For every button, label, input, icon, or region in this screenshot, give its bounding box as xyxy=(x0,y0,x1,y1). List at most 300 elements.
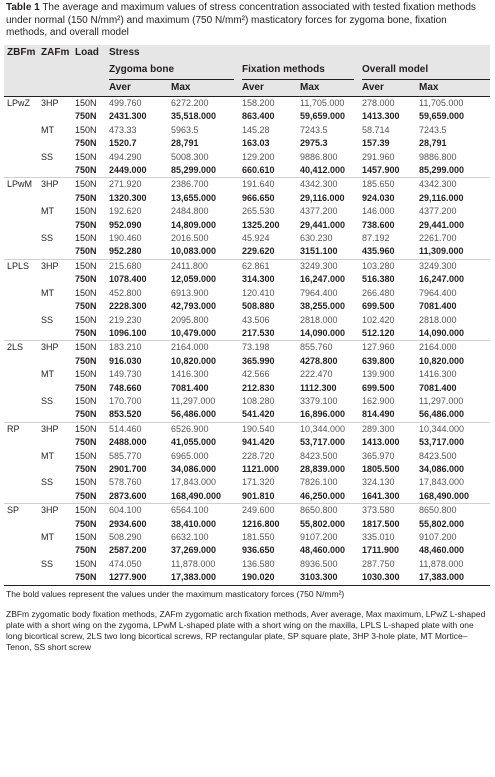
cell-zygoma-max: 12,059.000 xyxy=(171,274,217,285)
cell-load: 750N xyxy=(75,219,97,230)
cell-fixation-aver: 191.640 xyxy=(242,178,300,192)
table-row xyxy=(4,450,490,463)
cell-zafm: SS xyxy=(41,558,54,569)
cell-zbfm xyxy=(4,110,41,123)
cell-fixation-aver: 228.720 xyxy=(242,450,275,461)
cell-overall-max: 14,090.000 xyxy=(419,327,465,338)
cell-zygoma-aver: 2431.300 xyxy=(109,111,147,122)
stress-table xyxy=(4,45,490,586)
table-row xyxy=(4,164,490,178)
cell-overall-aver: 516.380 xyxy=(362,274,395,285)
cell-load: 150N xyxy=(75,532,97,542)
cell-fixation-max: 59,659.000 xyxy=(300,111,346,122)
cell-fixation-max: 3249.300 xyxy=(300,259,362,273)
cell-overall-aver: 699.500 xyxy=(362,301,395,312)
cell-overall-aver: 365.970 xyxy=(362,450,395,461)
cell-fixation-aver: 365.990 xyxy=(242,355,275,366)
cell-zygoma-aver: 494.290 xyxy=(109,151,142,162)
cell-overall-aver: 814.490 xyxy=(362,409,395,420)
cell-fixation-aver: 1216.800 xyxy=(242,518,280,529)
table-row xyxy=(4,97,490,111)
cell-overall-max: 4342.300 xyxy=(419,178,490,192)
cell-zbfm xyxy=(4,518,41,531)
cell-overall-aver: 324.130 xyxy=(362,477,395,488)
cell-overall-max: 29,116.000 xyxy=(419,192,464,203)
cell-zafm: SS xyxy=(41,395,54,406)
cell-zygoma-aver: 183.210 xyxy=(109,341,171,355)
table-row xyxy=(4,422,490,436)
cell-overall-aver: 102.420 xyxy=(362,314,395,325)
cell-zygoma-max: 168,490.000 xyxy=(171,490,222,501)
cell-zbfm: LPwZ xyxy=(7,98,31,108)
cell-zygoma-max: 2386.700 xyxy=(171,178,242,192)
cell-zafm: MT xyxy=(41,450,54,461)
cell-fixation-aver: 212.830 xyxy=(242,382,275,393)
cell-load: 150N xyxy=(75,151,97,162)
header-fixation-aver: Aver xyxy=(242,80,300,97)
cell-zafm xyxy=(41,219,75,232)
cell-overall-max: 9886.800 xyxy=(419,151,457,162)
header-zygoma: Zygoma bone xyxy=(109,61,234,80)
cell-zygoma-max: 10,820.000 xyxy=(171,355,217,366)
cell-zygoma-aver: 170.700 xyxy=(109,395,142,406)
cell-overall-max: 9107.200 xyxy=(419,532,457,542)
cell-zbfm xyxy=(4,395,41,408)
cell-overall-max: 168,490.000 xyxy=(419,490,470,501)
cell-zbfm xyxy=(4,571,41,585)
cell-zygoma-max: 17,843.000 xyxy=(171,477,217,488)
cell-fixation-max: 1112.300 xyxy=(300,382,337,393)
cell-overall-aver: 512.120 xyxy=(362,327,395,338)
cell-overall-aver: 87.192 xyxy=(362,233,390,244)
table-row xyxy=(4,205,490,218)
cell-fixation-max: 7243.5 xyxy=(300,124,328,135)
cell-overall-max: 4377.200 xyxy=(419,206,457,217)
cell-fixation-aver: 314.300 xyxy=(242,274,275,285)
cell-zbfm xyxy=(4,273,41,286)
cell-zbfm xyxy=(4,205,41,218)
cell-fixation-max: 4342.300 xyxy=(300,178,362,192)
cell-overall-max: 7243.5 xyxy=(419,124,447,135)
cell-fixation-aver: 217.530 xyxy=(242,327,275,338)
cell-fixation-aver: 660.610 xyxy=(242,165,275,176)
cell-fixation-max: 40,412.000 xyxy=(300,165,346,176)
table-body xyxy=(4,97,490,586)
cell-fixation-aver: 136.580 xyxy=(242,558,275,569)
caption-text: The average and maximum values of stress concentration associated with tested fixation methods under normal (150 N/mm²) and maximum (750 N/mm²) masticatory forces for zygoma bone, fixation methods, and overall model xyxy=(6,2,476,39)
cell-overall-max: 11,309.000 xyxy=(419,246,464,257)
header-zygoma-max: Max xyxy=(171,80,242,97)
cell-overall-max: 17,383.000 xyxy=(419,571,490,585)
header-row-2 xyxy=(4,61,490,80)
cell-load: 750N xyxy=(75,274,97,285)
table-row xyxy=(4,341,490,355)
table-row xyxy=(4,382,490,395)
cell-load: 150N xyxy=(75,422,109,436)
cell-overall-aver: 278.000 xyxy=(362,98,395,108)
cell-zygoma-max: 6632.100 xyxy=(171,532,209,542)
cell-zafm xyxy=(41,544,75,557)
cell-zbfm xyxy=(4,408,41,422)
cell-overall-max: 85,299.000 xyxy=(419,165,465,176)
cell-load: 750N xyxy=(75,192,97,203)
cell-zbfm: RP xyxy=(4,422,41,436)
cell-overall-max: 34,086.000 xyxy=(419,463,465,474)
cell-fixation-max: 855.760 xyxy=(300,341,362,355)
cell-overall-max: 8423.500 xyxy=(419,450,457,461)
cell-zygoma-max: 41,055.000 xyxy=(171,437,217,448)
cell-overall-aver: 146.000 xyxy=(362,206,395,217)
cell-zygoma-aver: 271.920 xyxy=(109,178,171,192)
cell-zafm: 3HP xyxy=(41,259,75,273)
cell-zygoma-aver: 916.030 xyxy=(109,355,142,366)
cell-overall-max: 16,247.000 xyxy=(419,274,465,285)
header-overall-max: Max xyxy=(419,80,490,97)
cell-zafm xyxy=(41,110,75,123)
cell-fixation-aver: 190.020 xyxy=(242,571,300,585)
cell-zafm xyxy=(41,355,75,368)
cell-load: 150N xyxy=(75,233,97,244)
cell-zygoma-aver: 853.520 xyxy=(109,409,142,420)
cell-fixation-aver: 863.400 xyxy=(242,111,275,122)
cell-fixation-max: 38,255.000 xyxy=(300,301,346,312)
cell-zygoma-max: 11,297.000 xyxy=(171,395,216,406)
cell-zygoma-max: 34,086.000 xyxy=(171,463,217,474)
cell-fixation-max: 48,460.000 xyxy=(300,545,346,556)
cell-fixation-max: 2818.000 xyxy=(300,314,338,325)
header-row-3 xyxy=(4,80,490,97)
cell-zygoma-aver: 2449.000 xyxy=(109,165,147,176)
cell-zygoma-max: 7081.400 xyxy=(171,382,209,393)
cell-overall-max: 1416.300 xyxy=(419,369,457,380)
cell-fixation-aver: 1325.200 xyxy=(242,219,280,230)
cell-zbfm xyxy=(4,436,41,449)
cell-overall-max: 28,791 xyxy=(419,138,447,149)
table-row xyxy=(4,490,490,504)
cell-zygoma-max: 35,518.000 xyxy=(171,111,217,122)
cell-zygoma-max: 1416.300 xyxy=(171,369,209,380)
cell-load: 750N xyxy=(75,327,97,338)
cell-load: 150N xyxy=(75,206,97,217)
cell-zafm xyxy=(41,327,75,341)
table-row xyxy=(4,232,490,245)
cell-zafm: MT xyxy=(41,369,54,380)
table-row xyxy=(4,300,490,313)
cell-zygoma-max: 28,791 xyxy=(171,138,199,149)
cell-zafm: MT xyxy=(41,124,54,135)
cell-zygoma-aver: 952.280 xyxy=(109,246,142,257)
cell-zbfm xyxy=(4,164,41,178)
cell-load: 150N xyxy=(75,124,97,135)
cell-overall-aver: 127.960 xyxy=(362,341,419,355)
cell-zbfm xyxy=(4,355,41,368)
cell-load: 750N xyxy=(75,382,97,393)
cell-zbfm xyxy=(4,558,41,571)
cell-fixation-aver: 941.420 xyxy=(242,437,275,448)
cell-overall-max: 48,460.000 xyxy=(419,545,465,556)
table-row xyxy=(4,192,490,205)
cell-fixation-max: 3151.100 xyxy=(300,246,338,257)
cell-zygoma-aver: 1320.300 xyxy=(109,192,147,203)
table-row xyxy=(4,273,490,286)
cell-zygoma-aver: 578.760 xyxy=(109,477,142,488)
header-zygoma-aver: Aver xyxy=(109,80,171,97)
cell-overall-aver: 924.030 xyxy=(362,192,395,203)
cell-zbfm xyxy=(4,544,41,557)
cell-fixation-max: 11,705.000 xyxy=(300,98,345,108)
table-row xyxy=(4,436,490,449)
cell-zafm xyxy=(41,571,75,585)
cell-load: 750N xyxy=(75,138,97,149)
cell-zygoma-aver: 215.680 xyxy=(109,259,171,273)
cell-zygoma-max: 2164.000 xyxy=(171,341,242,355)
cell-overall-aver: 1641.300 xyxy=(362,490,400,501)
cell-fixation-aver: 181.550 xyxy=(242,532,275,542)
cell-overall-max: 10,820.000 xyxy=(419,355,465,366)
cell-zygoma-aver: 473.33 xyxy=(109,124,137,135)
cell-fixation-max: 8423.500 xyxy=(300,450,338,461)
cell-zbfm: SP xyxy=(4,504,41,518)
table-row xyxy=(4,327,490,341)
cell-fixation-aver: 43.506 xyxy=(242,314,270,325)
cell-zygoma-aver: 952.090 xyxy=(109,219,142,230)
cell-zbfm xyxy=(4,151,41,164)
cell-zafm xyxy=(41,382,75,395)
cell-overall-aver: 1413.000 xyxy=(362,437,400,448)
cell-fixation-aver: 120.410 xyxy=(242,287,275,298)
cell-fixation-max: 4377.200 xyxy=(300,206,338,217)
cell-zbfm xyxy=(4,245,41,259)
cell-overall-aver: 1413.300 xyxy=(362,111,400,122)
cell-zbfm xyxy=(4,192,41,205)
table-row xyxy=(4,355,490,368)
cell-overall-aver: 266.480 xyxy=(362,287,395,298)
cell-overall-aver: 1030.300 xyxy=(362,571,419,585)
cell-zygoma-aver: 2228.300 xyxy=(109,301,147,312)
cell-fixation-max: 29,116.000 xyxy=(300,192,345,203)
cell-overall-max: 11,705.000 xyxy=(419,98,464,108)
cell-fixation-max: 53,717.000 xyxy=(300,437,346,448)
cell-zbfm xyxy=(4,300,41,313)
cell-zbfm xyxy=(4,490,41,504)
cell-zbfm xyxy=(4,463,41,476)
cell-overall-aver: 1817.500 xyxy=(362,518,400,529)
table-row xyxy=(4,287,490,300)
cell-zygoma-max: 6564.100 xyxy=(171,504,242,518)
cell-fixation-aver: 966.650 xyxy=(242,192,275,203)
cell-zygoma-max: 2484.800 xyxy=(171,206,209,217)
cell-overall-max: 7964.400 xyxy=(419,287,457,298)
cell-zbfm xyxy=(4,314,41,327)
cell-fixation-aver: 163.03 xyxy=(242,138,270,149)
cell-overall-max: 53,717.000 xyxy=(419,437,465,448)
cell-fixation-aver: 129.200 xyxy=(242,151,275,162)
cell-zygoma-max: 38,410.000 xyxy=(171,518,217,529)
cell-fixation-aver: 73.198 xyxy=(242,341,300,355)
table-row xyxy=(4,571,490,585)
cell-overall-max: 3249.300 xyxy=(419,259,490,273)
cell-overall-aver: 157.39 xyxy=(362,138,390,149)
cell-zbfm xyxy=(4,124,41,137)
cell-load: 150N xyxy=(75,287,97,298)
footnote-bold: The bold values represent the values under the maximum masticatory forces (750 N/mm²) xyxy=(6,588,345,599)
cell-load: 750N xyxy=(75,490,97,501)
cell-fixation-max: 14,090.000 xyxy=(300,327,346,338)
cell-overall-aver: 289.300 xyxy=(362,422,419,436)
cell-zafm: SS xyxy=(41,233,54,244)
table-row xyxy=(4,219,490,232)
cell-fixation-aver: 145.28 xyxy=(242,124,270,135)
cell-zygoma-max: 10,083.000 xyxy=(171,246,217,257)
cell-zbfm xyxy=(4,287,41,300)
cell-fixation-max: 4278.800 xyxy=(300,355,338,366)
cell-fixation-aver: 45.924 xyxy=(242,233,270,244)
cell-zygoma-aver: 514.460 xyxy=(109,422,171,436)
cell-zygoma-max: 13,655.000 xyxy=(171,192,217,203)
cell-overall-aver: 139.900 xyxy=(362,369,395,380)
cell-fixation-max: 3103.300 xyxy=(300,571,362,585)
cell-overall-max: 11,297.000 xyxy=(419,395,464,406)
cell-fixation-max: 222.470 xyxy=(300,369,333,380)
cell-overall-aver: 58.714 xyxy=(362,124,390,135)
cell-zygoma-aver: 2587.200 xyxy=(109,545,147,556)
cell-load: 150N xyxy=(75,98,97,108)
cell-zbfm xyxy=(4,137,41,150)
table-row xyxy=(4,531,490,544)
cell-load: 150N xyxy=(75,395,97,406)
cell-fixation-aver: 171.320 xyxy=(242,477,275,488)
cell-zbfm xyxy=(4,327,41,341)
cell-overall-aver: 287.750 xyxy=(362,558,395,569)
footnote-abbreviations: ZBFm zygomatic body fixation methods, ZAFm zygomatic arch fixation methods, Aver average, Max maximum, LPwZ L-shaped plate with a short wing on the zygoma, LPwM L-shaped plate with a short wing on the maxilla, LPLS L-shaped plate with one long bicortical screw, 2LS two long bicortical screws, RP rectangular plate, SP square plate, 3HP 3-hole plate, MT Mortice–Tenon, SS short screw xyxy=(6,608,486,652)
cell-zygoma-max: 5963.5 xyxy=(171,124,199,135)
cell-fixation-aver: 936.650 xyxy=(242,545,275,556)
cell-fixation-max: 9886.800 xyxy=(300,151,338,162)
cell-overall-max: 2164.000 xyxy=(419,341,490,355)
cell-overall-aver: 1457.900 xyxy=(362,165,400,176)
cell-overall-max: 2818.000 xyxy=(419,314,457,325)
cell-zygoma-aver: 1096.100 xyxy=(109,327,147,338)
cell-load: 750N xyxy=(75,355,97,366)
cell-overall-aver: 435.960 xyxy=(362,246,395,257)
table-row xyxy=(4,395,490,408)
table-row xyxy=(4,463,490,476)
cell-zygoma-max: 6965.000 xyxy=(171,450,209,461)
cell-fixation-aver: 249.600 xyxy=(242,504,300,518)
cell-fixation-aver: 508.880 xyxy=(242,301,275,312)
cell-zafm: SS xyxy=(41,151,54,162)
cell-overall-aver: 335.010 xyxy=(362,532,395,542)
cell-load: 150N xyxy=(75,477,97,488)
cell-fixation-aver: 1121.000 xyxy=(242,463,280,474)
cell-fixation-max: 8936.500 xyxy=(300,558,338,569)
cell-fixation-max: 8650.800 xyxy=(300,504,362,518)
cell-fixation-aver: 901.810 xyxy=(242,490,275,501)
cell-fixation-max: 16,896.000 xyxy=(300,409,346,420)
cell-zygoma-max: 2411.800 xyxy=(171,259,242,273)
cell-zygoma-aver: 1277.900 xyxy=(109,571,171,585)
cell-overall-aver: 373.580 xyxy=(362,504,419,518)
cell-fixation-max: 16,247.000 xyxy=(300,274,346,285)
table-row xyxy=(4,259,490,273)
cell-zygoma-max: 11,878.000 xyxy=(171,558,216,569)
cell-zafm: 3HP xyxy=(41,422,75,436)
table-row xyxy=(4,124,490,137)
cell-load: 150N xyxy=(75,259,109,273)
cell-overall-aver: 162.900 xyxy=(362,395,395,406)
cell-load: 750N xyxy=(75,409,97,420)
cell-fixation-max: 10,344.000 xyxy=(300,422,362,436)
cell-overall-aver: 738.600 xyxy=(362,219,395,230)
cell-fixation-max: 29,441.000 xyxy=(300,219,346,230)
cell-overall-max: 7081.400 xyxy=(419,301,457,312)
header-row-1 xyxy=(4,45,490,61)
cell-zygoma-max: 37,269.000 xyxy=(171,545,217,556)
cell-zafm: SS xyxy=(41,477,54,488)
cell-fixation-aver: 190.540 xyxy=(242,422,300,436)
cell-fixation-max: 28,839.000 xyxy=(300,463,346,474)
cell-zafm xyxy=(41,245,75,259)
cell-load: 150N xyxy=(75,314,97,325)
cell-zygoma-max: 17,383.000 xyxy=(171,571,242,585)
header-fixation-max: Max xyxy=(300,80,362,97)
cell-overall-aver: 185.650 xyxy=(362,178,419,192)
table-row xyxy=(4,137,490,150)
cell-load: 150N xyxy=(75,504,109,518)
cell-load: 750N xyxy=(75,571,109,585)
cell-fixation-aver: 42.566 xyxy=(242,369,270,380)
cell-zafm: 3HP xyxy=(41,178,75,192)
cell-overall-max: 56,486.000 xyxy=(419,409,465,420)
cell-zygoma-aver: 2934.600 xyxy=(109,518,147,529)
cell-fixation-aver: 62.861 xyxy=(242,259,300,273)
cell-zygoma-max: 5008.300 xyxy=(171,151,209,162)
cell-overall-aver: 639.800 xyxy=(362,355,395,366)
cell-zafm xyxy=(41,273,75,286)
cell-load: 750N xyxy=(75,111,97,122)
table-row xyxy=(4,476,490,489)
cell-overall-max: 2261.700 xyxy=(419,233,457,244)
header-overall: Overall model xyxy=(362,61,490,80)
caption-label: Table 1 xyxy=(6,2,40,13)
cell-zygoma-aver: 219.230 xyxy=(109,314,142,325)
cell-load: 750N xyxy=(75,301,97,312)
cell-zafm xyxy=(41,490,75,504)
table-row xyxy=(4,544,490,557)
cell-zygoma-aver: 1078.400 xyxy=(109,274,147,285)
cell-zafm: SS xyxy=(41,314,54,325)
cell-overall-max: 10,344.000 xyxy=(419,422,490,436)
header-overall-aver: Aver xyxy=(362,80,419,97)
cell-zbfm: LPLS xyxy=(4,259,41,273)
table-row xyxy=(4,368,490,381)
table-row xyxy=(4,314,490,327)
cell-zygoma-aver: 474.050 xyxy=(109,558,142,569)
cell-zafm: MT xyxy=(41,206,54,217)
cell-fixation-max: 55,802.000 xyxy=(300,518,346,529)
cell-zafm: 3HP xyxy=(41,98,59,108)
cell-fixation-aver: 158.200 xyxy=(242,98,275,108)
cell-zygoma-aver: 2873.600 xyxy=(109,490,147,501)
table-row xyxy=(4,504,490,518)
cell-load: 750N xyxy=(75,463,97,474)
cell-zygoma-aver: 748.660 xyxy=(109,382,142,393)
cell-load: 750N xyxy=(75,165,97,176)
cell-load: 150N xyxy=(75,450,97,461)
cell-zygoma-max: 6272.200 xyxy=(171,98,209,108)
cell-zygoma-aver: 452.800 xyxy=(109,287,142,298)
table-row xyxy=(4,558,490,571)
